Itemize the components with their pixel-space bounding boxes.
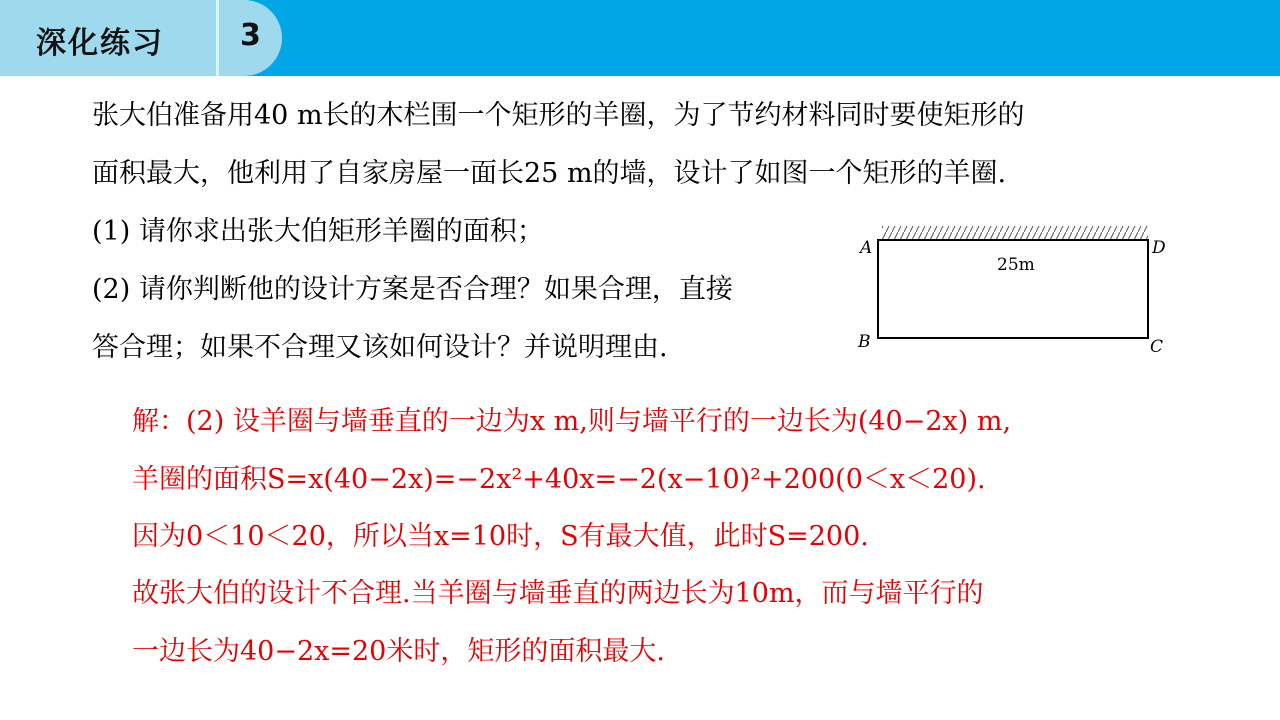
header-tab	[0, 0, 282, 76]
rectangle-figure	[850, 220, 1180, 370]
vertex-label-c: C	[1150, 337, 1164, 357]
question-part-2: (2) 请你判断他的设计方案是否合理？如果合理，直接	[92, 274, 733, 305]
question-line-2: 面积最大，他利用了自家房屋一面长25 m的墙，设计了如图一个矩形的羊圈.	[92, 158, 1007, 189]
answer-line-5: 一边长为40−2x=20米时，矩形的面积最大.	[132, 636, 665, 667]
tab-divider	[216, 0, 219, 76]
answer-line-4: 故张大伯的设计不合理.当羊圈与墙垂直的两边长为10m，而与墙平行的	[132, 578, 984, 609]
answer-line-1: 解：(2) 设羊圈与墙垂直的一边为x m,则与墙平行的一边长为(40−2x) m,	[132, 406, 1012, 437]
wall-hatching	[882, 226, 1148, 240]
answer-line-3: 因为0＜10＜20，所以当x=10时，S有最大值，此时S=200.	[132, 521, 869, 552]
vertex-label-d: D	[1152, 238, 1166, 258]
question-line-1: 张大伯准备用40 m长的木栏围一个矩形的羊圈，为了节约材料同时要使矩形的	[92, 100, 1025, 131]
question-part-1: (1) 请你求出张大伯矩形羊圈的面积；	[92, 216, 544, 247]
vertex-label-b: B	[858, 332, 871, 352]
section-number: 3	[240, 18, 261, 53]
length-label: 25m	[997, 255, 1035, 275]
answer-line-2: 羊圈的面积S=x(40−2x)=−2x²+40x=−2(x−10)²+200(0＜x＜20).	[132, 464, 986, 495]
question-part-2-cont: 答合理；如果不合理又该如何设计？并说明理由.	[92, 332, 668, 363]
vertex-label-a: A	[860, 238, 873, 258]
section-title: 深化练习	[36, 26, 164, 61]
